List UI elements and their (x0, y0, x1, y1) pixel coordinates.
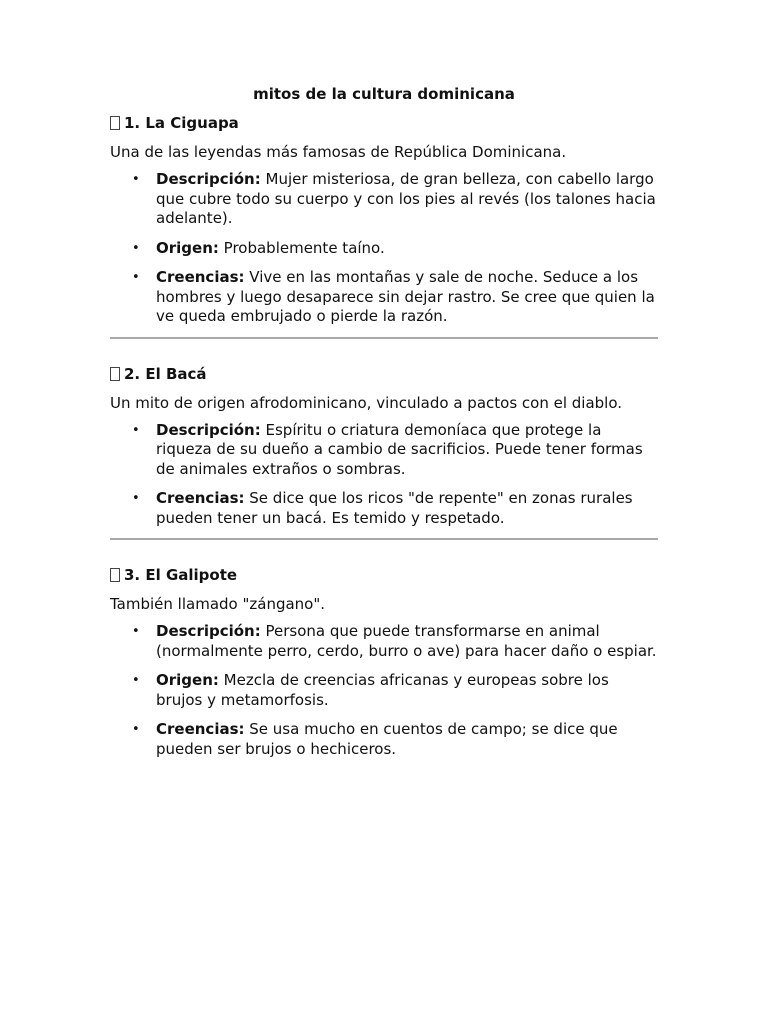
list-item (110, 720, 658, 759)
bullet-icon: • (132, 422, 140, 438)
item-label: Origen: (156, 238, 219, 257)
section-divider (110, 538, 658, 540)
item-label: Origen: (156, 671, 219, 689)
bullet-icon: • (132, 722, 140, 737)
list-item (110, 239, 658, 259)
document-page (110, 84, 658, 769)
item-label: Creencias: (156, 489, 245, 507)
list-item (110, 170, 658, 229)
item-text: Mezcla de creencias africanas y europeas sobre los brujos y metamorfosis. (156, 671, 609, 709)
section-heading-text: 1. La Ciguapa (124, 114, 239, 132)
bullet-list (110, 622, 658, 759)
section-heading (110, 364, 658, 384)
bullet-icon: • (132, 172, 140, 187)
bullet-icon: • (132, 624, 140, 639)
section-heading-text: 3. El Galipote (124, 566, 238, 584)
item-label: Descripción: (156, 420, 261, 439)
bullet-icon: • (132, 240, 140, 256)
section-divider (110, 337, 658, 339)
item-text: Espíritu o criatura demoníaca que protege la riqueza de su dueño a cambio de sacrificios. Puede tener formas de animales extraños o sombras. (156, 420, 643, 478)
item-text: Persona que puede transformarse en animal (normalmente perro, cerdo, burro o ave) para hacer daño o espiar. (156, 622, 657, 660)
item-label: Creencias: (156, 268, 245, 286)
bullet-list (110, 170, 658, 327)
bullet-icon: • (132, 491, 140, 506)
section-heading (110, 113, 658, 133)
item-text: Vive en las montañas y sale de noche. Seduce a los hombres y luego desaparece sin dejar rastro. Se cree que quien la ve queda embrujado o pierde la razón. (156, 268, 655, 325)
list-item (110, 421, 658, 480)
missing-glyph-icon (110, 367, 120, 381)
bullet-icon: • (132, 270, 140, 285)
item-label: Descripción: (156, 170, 261, 188)
missing-glyph-icon (110, 568, 120, 582)
missing-glyph-icon (110, 116, 120, 130)
section-intro: También llamado "zángano". (110, 595, 326, 613)
list-item (110, 268, 658, 327)
section-el-baca (110, 364, 658, 529)
bullet-list (110, 421, 658, 529)
section-heading (110, 565, 658, 585)
list-item (110, 622, 658, 661)
list-item (110, 671, 658, 710)
section-intro: Una de las leyendas más famosas de República Dominicana. (110, 143, 567, 161)
section-intro: Un mito de origen afrodominicano, vinculado a pactos con el diablo. (110, 393, 623, 412)
item-label: Creencias: (156, 720, 245, 738)
item-text: Se usa mucho en cuentos de campo; se dice que pueden ser brujos o hechiceros. (156, 720, 618, 758)
item-label: Descripción: (156, 622, 261, 640)
bullet-icon: • (132, 673, 140, 688)
item-text: Mujer misteriosa, de gran belleza, con cabello largo que cubre todo su cuerpo y con los pies al revés (los talones hacia adelante). (156, 170, 656, 227)
list-item (110, 489, 658, 528)
section-el-galipote (110, 565, 658, 759)
section-heading-text: 2. El Bacá (124, 364, 207, 383)
page-title: mitos de la cultura dominicana (253, 85, 515, 103)
section-la-ciguapa (110, 113, 658, 327)
item-text: Probablemente taíno. (218, 238, 385, 257)
item-text: Se dice que los ricos "de repente" en zonas rurales pueden tener un bacá. Es temido y respetado. (156, 489, 633, 527)
